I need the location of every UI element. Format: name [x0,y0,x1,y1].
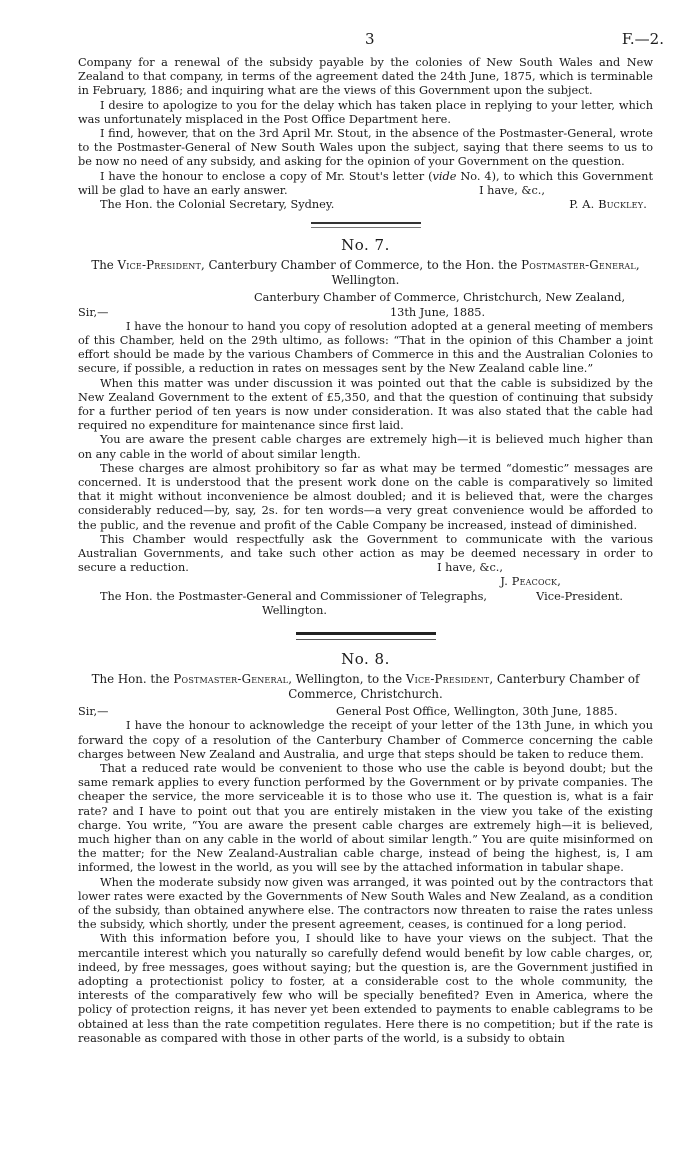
date-row [78,705,653,719]
letter-paragraph: I have the honour to acknowledge the receipt of your letter of the 13th June, in which you forward the copy of a resolution of the Canterbury Chamber of Commerce concerning the cable charges between New Zealand and Australia, and urge that steps should be taken to reduce them. [78,719,653,761]
continuation-paragraph: I desire to apologize to you for the delay which has taken place in replying to your letter, which was unfortunately misplaced in the Post Office Department here. [78,98,653,126]
document-title [78,672,653,701]
closing-row [78,184,653,198]
page-header [0,30,700,50]
text-run: The Hon. the [91,672,174,687]
letter-paragraph: When the moderate subsidy now given was arranged, it was pointed out by the contractors that lower rates were exacted by the Governments of New South Wales and New Zealand, as a condition of the subsidy, than obtained anywhere else. The contractors now threaten to raise the rates unless the subsidy, which shortly, under the present agreement, ceases, is continued for a long period. [78,875,653,932]
continuation-paragraph: I find, however, that on the 3rd April Mr. Stout, in the absence of the Postmaster-General, wrote to the Postmaster-General of New South Wales upon the subject, saying that there seems to us to be now no need of any subsidy, and asking for the opinion of your Government on the question. [78,127,653,169]
text-run: , Wellington, to the [288,672,406,687]
salutation: Sir,— [78,705,109,719]
signature-row [78,198,653,212]
page-number: 3 [365,30,375,48]
text-run: , Canterbury Chamber of Commerce, Christchurch. [288,672,640,701]
document-reference: F.—2. [621,30,664,48]
text-run: The [91,258,118,273]
addressee-row [78,590,653,604]
text-run: , Canterbury Chamber of Commerce, to the Hon. the [201,258,522,273]
document-number: No. 8. [341,650,390,669]
signature: P. A. Buckley. [569,198,647,212]
text-run: I have the honour to enclose a copy of Mr. Stout's letter ( [100,169,433,183]
letter-paragraph: When this matter was under discussion it was pointed out that the cable is subsidized by the New Zealand Government to the extent of £5,350, and that the question of continuing that subsidy for a further period of ten years is now under consideration. It was also stated that the cable had required no expenditure for maintenance since first laid. [78,376,653,433]
letter-paragraph: These charges are almost prohibitory so far as what may be termed “domestic” messages are concerned. It is understood that the present work done on the cable is comparatively so limited that it might without inconvenience be almost doubled; and it is believed that, were the charges considerably reduced—by, say, 2s. for ten words—a very great convenience would be afforded to the public, and the revenue and profit of the Cable Company be increased, instead of diminished. [78,461,653,532]
letter-paragraph: That a reduced rate would be convenient to those who use the cable is beyond doubt; but the same remark applies to every function performed by the Government or by private companies. The cheaper the service, the more serviceable it is to those who use it. The question is, what is a fair rate? and I have to point out that you are entirely mistaken in the view you take of the existing charge. You write, “You are aware the present cable charges are extremely high—it is believed, much higher than on any cable in the world of about similar length.” You are quite misinformed on the matter; for the New Zealand-Australian cable charge, instead of being the highest, is, I am informed, the lowest in the world, as you will see by the attached information in tabular shape. [78,762,653,875]
salutation: Sir,— [78,305,109,319]
sender: Postmaster-General [173,672,289,687]
closing: I have, &c., [479,183,545,197]
section-divider [311,222,421,228]
text-run: No. 4), to which this Government will be glad to have an early answer. [78,169,653,197]
addressee: The Hon. the Colonial Secretary, Sydney. [100,198,335,212]
letter-paragraph: I have the honour to hand you copy of resolution adopted at a general meeting of members of this Chamber, held on the 29th ultimo, as follows: “That in the opinion of this Chamber a joint effort should be made by the various Chambers of Commerce in this and the Australian Colonies to secure, if possible, a reduction in rates on messages sent by the New Zealand cable line.” [78,319,653,376]
continuation-paragraph: Company for a renewal of the subsidy payable by the colonies of New South Wales and New Zealand to that company, in terms of the agreement dated the 24th June, 1875, which is terminable in February, 1886; and inquiring what are the views of this Government upon the subject. [78,56,653,98]
letter-paragraph: With this information before you, I should like to have your views on the subject. That the mercantile interest which you naturally so carefully defend would benefit by low cable charges, or, indeed, by free messages, goes without saying; but the question is, are the Government justified in adopting a protectionist policy to foster, at a considerable cost to the whole community, the interests of the comparatively few who will be specially benefited? Even in America, where the policy of protection reigns, it has never yet been extended to payments to enable cablegrams to be obtained at less than the rate competition regulates. Here there is no competition; but if the rate is reasonable as compared with those in other parts of the world, is a subsidy to obtain [78,932,653,1045]
document-title [78,258,653,287]
letter-paragraph: You are aware the present cable charges are extremely high—it is believed much higher than on any cable in the world of about similar length. [78,433,653,461]
document-number: No. 7. [341,236,390,255]
signature: J. Peacock, [500,575,561,589]
signature-row [78,575,653,589]
date-row [78,306,653,320]
recipient: Postmaster-General [521,258,636,273]
section-divider [296,632,436,640]
letter-paragraph: This Chamber would respectfully ask the Government to communicate with the various Australian Governments, and take such other action as may be deemed necessary in order to secure a reduction. [78,532,653,575]
page-body [78,56,653,1046]
closing: I have, &c., [437,561,503,575]
sender: Vice-President [117,258,201,273]
letter-place-date: General Post Office, Wellington, 30th June, 1885. [336,705,618,719]
closing-row [78,561,653,575]
italic-run: vide [432,169,457,183]
addressee-row [78,604,653,618]
place-row [78,291,653,305]
text-run: , Wellington. [331,258,640,287]
recipient: Vice-President [405,672,490,687]
addressee: The Hon. the Postmaster-General and Commissioner of Telegraphs, [100,589,488,603]
letter-date: 13th June, 1885. [390,305,486,319]
letter-place: Canterbury Chamber of Commerce, Christchurch, New Zealand, [254,291,626,305]
signature-title: Vice-President. [536,589,623,603]
addressee-city: Wellington. [262,603,327,617]
